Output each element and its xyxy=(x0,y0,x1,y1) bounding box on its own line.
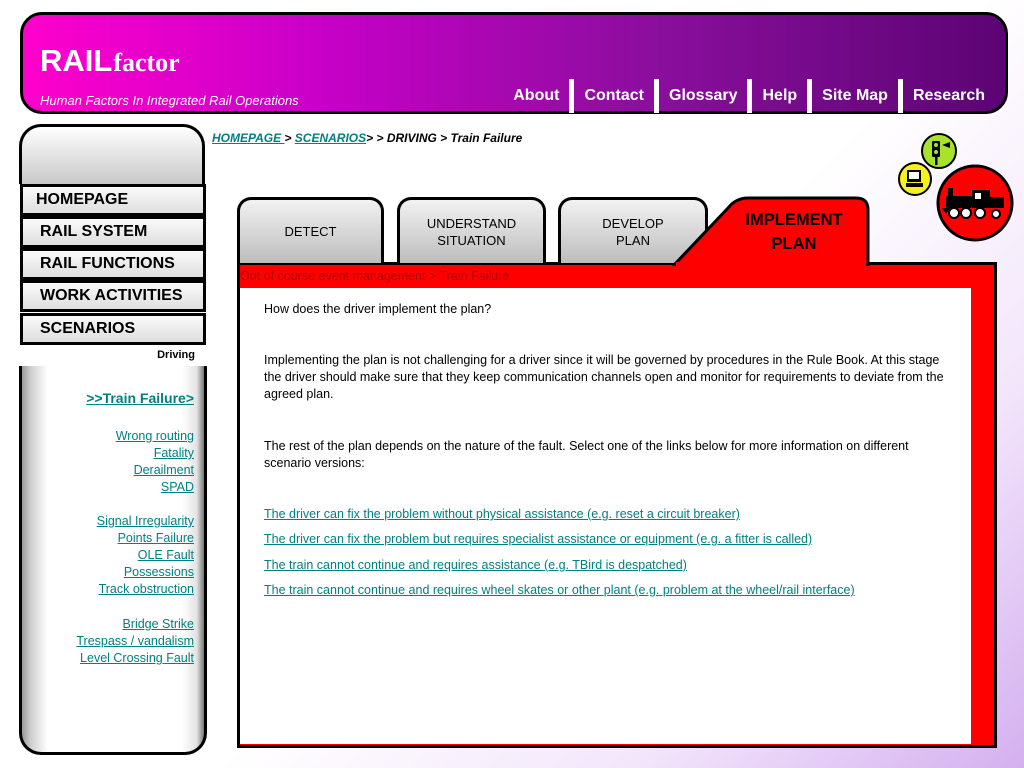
tab-detect-label: DETECT xyxy=(284,224,337,239)
sidebar-link-wrong-routing[interactable]: Wrong routing xyxy=(115,429,194,443)
scenario-link-requires-assistance[interactable]: The train cannot continue and requires assistance (e.g. TBird is despatched) xyxy=(264,558,687,572)
sidebar-item-scenarios[interactable]: SCENARIOS xyxy=(20,313,206,345)
sidebar-link-ole-fault[interactable]: OLE Fault xyxy=(137,548,194,562)
sidebar-link-level-crossing-fault[interactable]: Level Crossing Fault xyxy=(80,651,194,665)
steam-train-icon xyxy=(934,163,1016,243)
logo-factor-text: factor xyxy=(113,48,180,77)
sidebar-link-signal-irregularity[interactable]: Signal Irregularity xyxy=(96,514,194,528)
scenario-link-wheel-skates[interactable]: The train cannot continue and requires wheel skates or other plant (e.g. problem at the wheel/rail interface) xyxy=(264,583,855,597)
sidebar-item-work-activities[interactable]: WORK ACTIVITIES xyxy=(20,280,206,312)
breadcrumb-scenarios-link[interactable]: SCENARIOS xyxy=(294,131,367,145)
sidebar-link-possessions[interactable]: Possessions xyxy=(123,565,194,579)
tab-implement-label-line2: PLAN xyxy=(771,235,817,253)
logo-rail-text: RAIL xyxy=(40,43,113,78)
nav-site-map-link[interactable]: Site Map xyxy=(822,87,888,104)
scenario-link-specialist-assistance[interactable]: The driver can fix the problem but requires specialist assistance or equipment (e.g. a fitter is called) xyxy=(264,532,813,546)
scenario-link-no-assistance[interactable]: The driver can fix the problem without physical assistance (e.g. reset a circuit breaker) xyxy=(264,507,740,521)
sidebar-link-fatality[interactable]: Fatality xyxy=(153,446,194,460)
nav-help-link[interactable]: Help xyxy=(762,87,798,104)
tab-implement-plan[interactable] xyxy=(672,196,870,266)
sidebar-link-derailment[interactable]: Derailment xyxy=(133,463,194,477)
tab-implement-label-line1: IMPLEMENT xyxy=(745,211,843,229)
site-tagline: Human Factors In Integrated Rail Operations xyxy=(40,93,299,108)
sidebar-item-homepage[interactable]: HOMEPAGE xyxy=(20,184,206,216)
content-paragraph-2: The rest of the plan depends on the nature of the fault. Select one of the links below for more information on different scenario versions: xyxy=(264,439,909,470)
site-header xyxy=(20,12,1008,114)
sidebar-link-track-obstruction[interactable]: Track obstruction xyxy=(98,582,194,596)
sidebar-top-cap xyxy=(19,124,205,184)
nav-about-link[interactable]: About xyxy=(513,87,560,104)
sidebar-item-driving[interactable]: Driving xyxy=(157,349,195,361)
nav-glossary-link[interactable]: Glossary xyxy=(669,87,738,104)
tab-understand-label-line2: SITUATION xyxy=(437,232,506,248)
content-question: How does the driver implement the plan? xyxy=(264,302,492,316)
tab-understand-label-line1: UNDERSTAND xyxy=(426,215,517,231)
tab-detect[interactable] xyxy=(237,197,384,263)
top-navigation xyxy=(503,79,995,113)
site-logo[interactable] xyxy=(40,43,180,79)
sidebar-link-points-failure[interactable]: Points Failure xyxy=(117,531,194,545)
breadcrumb-current: > > DRIVING > Train Failure xyxy=(366,131,523,145)
sidebar-scenario-panel xyxy=(19,366,207,755)
nav-research-link[interactable]: Research xyxy=(912,87,985,104)
sidebar-link-trespass-vandalism[interactable]: Trespass / vandalism xyxy=(76,634,194,648)
tab-develop-label-line1: DEVELOP xyxy=(602,215,664,231)
sidebar-item-rail-system[interactable]: RAIL SYSTEM xyxy=(20,216,206,248)
breadcrumb-separator: > xyxy=(284,131,295,145)
content-paragraph-1: Implementing the plan is not challenging for a driver since it will be governed by procedures in the Rule Book. At this stage the driver should make sure that they keep communication channels open and monitor for requirements to deviate from the agreed plan. xyxy=(264,353,944,401)
tab-develop-label-line2: PLAN xyxy=(616,232,650,248)
breadcrumb xyxy=(212,131,522,145)
sidebar-item-rail-functions[interactable]: RAIL FUNCTIONS xyxy=(20,248,206,280)
sidebar-link-train-failure[interactable]: >>Train Failure> xyxy=(86,390,194,406)
sidebar-link-bridge-strike[interactable]: Bridge Strike xyxy=(122,617,194,631)
terminal-icon xyxy=(896,160,934,198)
content-subtitle: Out of course event management > Train Failure xyxy=(240,269,510,283)
breadcrumb-homepage-link[interactable]: HOMEPAGE xyxy=(212,131,285,145)
tab-implement-label xyxy=(724,208,864,256)
tab-understand-situation[interactable] xyxy=(397,197,546,263)
nav-contact-link[interactable]: Contact xyxy=(584,87,644,104)
sidebar-link-spad[interactable]: SPAD xyxy=(160,480,194,494)
